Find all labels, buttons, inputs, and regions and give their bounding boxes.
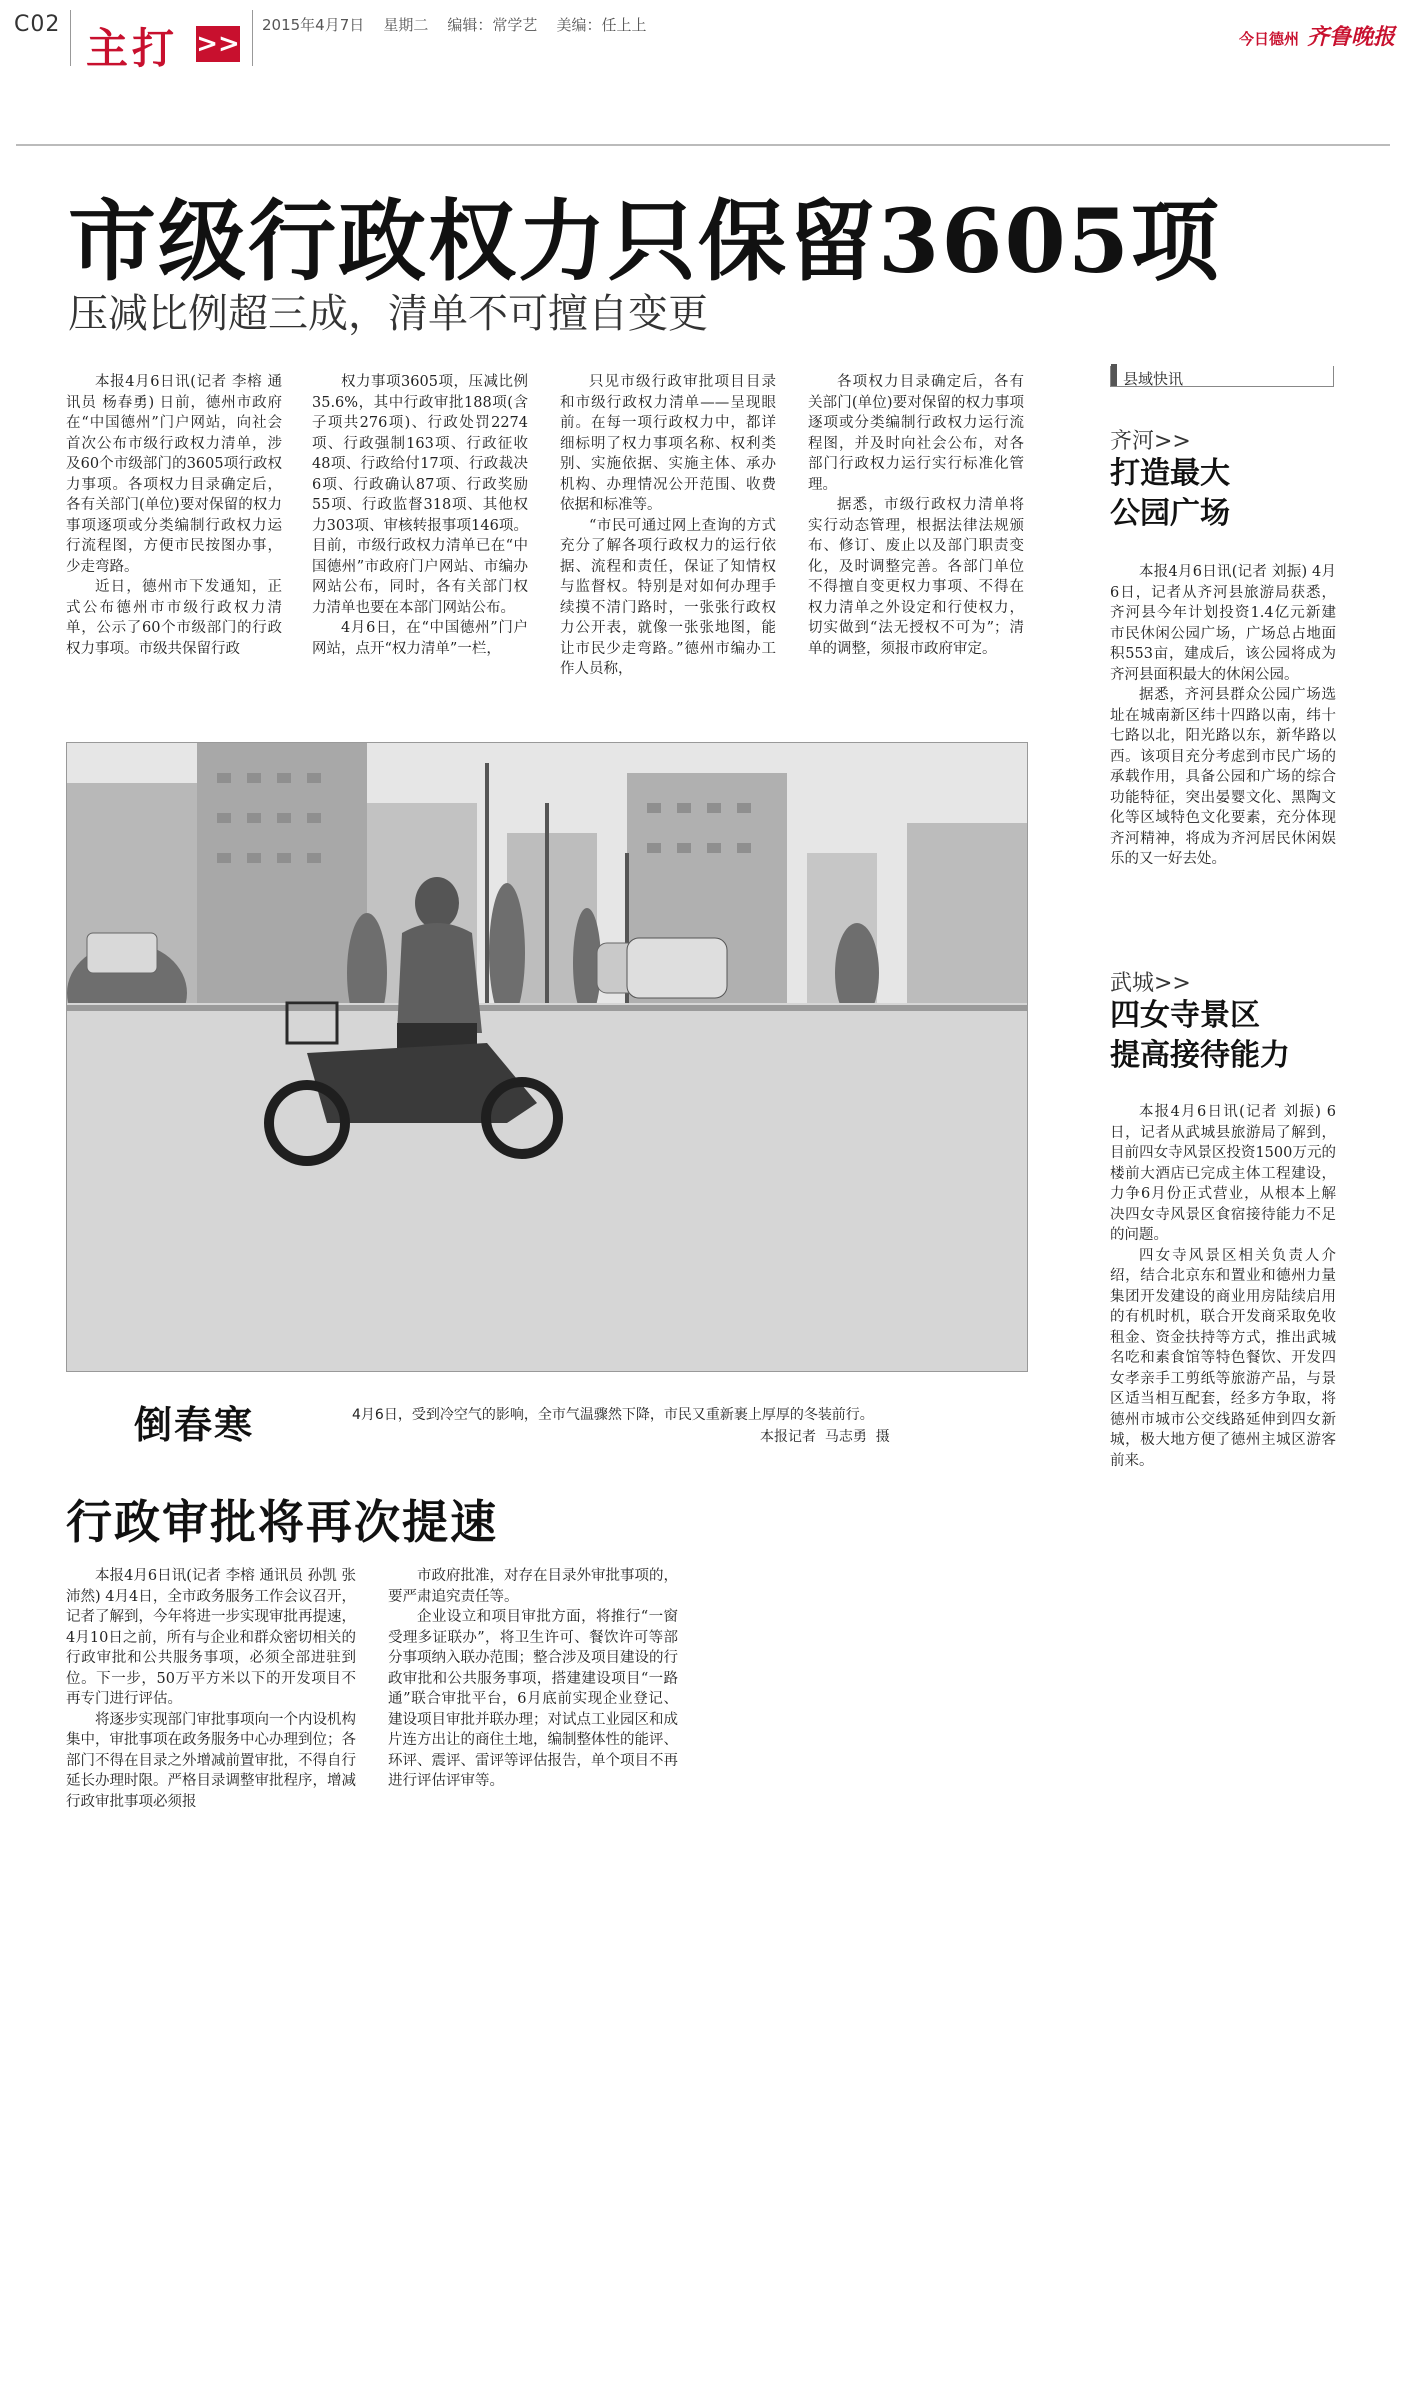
- paragraph: 近日，德州市下发通知，正式公布德州市市级行政权力清单，公示了60个市级部门的行政权力事项。市级共保留行政: [66, 579, 282, 657]
- paragraph: 本报4月6日讯(记者 李榕 通讯员 孙凯 张沛然) 4月4日，全市政务服务工作会议召开，记者了解到，今年将进一步实现审批再提速，4月10日之前，所有与企业和群众密切相关的行政审批和公共服务事项，必须全部进驻到位。下一步，50万平方米以下的开发项目不再专门进行评估。: [66, 1568, 356, 1707]
- header-divider: [252, 10, 253, 66]
- paragraph: 本报4月6日讯(记者 刘振) 6日，记者从武城县旅游局了解到，目前四女寺风景区投资1500万元的楼前大酒店已完成主体工程建设，力争6月份正式营业，从根本上解决四女寺风景区食宿接待能力不足的问题。: [1110, 1104, 1336, 1243]
- second-headline: 行政审批将再次提速: [66, 1495, 498, 1549]
- photo-caption: 4月6日，受到冷空气的影响，全市气温骤然下降，市民又重新裹上厚厚的冬装前行。: [352, 1407, 874, 1423]
- paragraph: 市政府批准，对存在目录外审批事项的，要严肃追究责任等。: [388, 1568, 678, 1605]
- paragraph: 权力事项3605项，压减比例35.6%，其中行政审批188项(含子项共276项)、行政处罚2274项、行政强制163项、行政征收48项、行政给付17项、行政裁决6项、行政确认87项、行政奖励55项、行政监督318项、其他权力303项、审核转报事项146项。目前，市级行政权力清单已在“中国德州”市政府门户网站、市编办网站公布，同时，各有关部门权力清单也要在本部门网站公布。: [312, 374, 528, 616]
- photo-title: 倒春寒: [134, 1403, 255, 1447]
- sidebar-item-body: [1110, 1102, 1336, 1471]
- photo-illustration: [67, 743, 1027, 1371]
- paragraph: 将逐步实现部门审批事项向一个内设机构集中，审批事项在政务服务中心办理到位；各部门不得在目录之外增减前置审批，不得自行延长办理时限。严格目录调整审批程序，增减行政审批事项必须报: [66, 1711, 356, 1810]
- photo-credit: 本报记者 马志勇 摄: [760, 1429, 890, 1445]
- paragraph: 本报4月6日讯(记者 刘振) 4月6日，记者从齐河县旅游局获悉，齐河县今年计划投资1.4亿元新建市民休闲公园广场，广场总占地面积553亩，建成后，该公园将成为齐河县面积最大的休闲公园。: [1110, 564, 1336, 683]
- masthead-tag: 今日德州: [1238, 30, 1299, 48]
- article1-column-2: [312, 372, 528, 659]
- headline-line: 公园广场: [1110, 496, 1230, 531]
- headline-line: 提高接待能力: [1110, 1038, 1290, 1073]
- page-number: C02: [14, 12, 61, 37]
- sidebar-label-bar: [1111, 364, 1117, 386]
- sidebar-item-headline: [1110, 454, 1230, 534]
- header-rule: [16, 144, 1390, 146]
- paragraph: 企业设立和项目审批方面，将推行“一窗受理多证联办”，将卫生许可、餐饮许可等部分事项纳入联办范围；整合涉及项目建设的行政审批和公共服务事项，搭建建设项目“一路通”联合审批平台，6月底前实现企业登记、建设项目审批并联办理；对试点工业园区和成片连方出让的商住土地，编制整体性的能评、环评、震评、雷评等评估报告，单个项目不再进行评估评审等。: [388, 1609, 678, 1789]
- paragraph: “市民可通过网上查询的方式充分了解各项行政权力的运行依据、流程和责任，保证了知情权与监督权。特别是对如何办理手续摸不清门路时，一张张行政权力公开表，就像一张张地图，能让市民少走弯路。”德州市编办工作人员称，: [560, 517, 776, 677]
- news-photo: [66, 742, 1028, 1372]
- sidebar-label-text: 县域快讯: [1123, 370, 1184, 388]
- section-title: 主打: [86, 24, 179, 73]
- paragraph: 四女寺风景区相关负责人介绍，结合北京东和置业和德州力量集团开发建设的商业用房陆续启用的有机时机，联合开发商采取免收租金、资金扶持等方式，推出武城名吃和素食馆等特色餐饮、开发四女孝亲手工剪纸等旅游产品，与景区适当相互配套，经多方争取，将德州市城市公交线路延伸到四女新城，极大地方便了德州主城区游客前来。: [1110, 1247, 1336, 1469]
- section-chevron-icon: >>: [196, 26, 240, 62]
- article1-column-4: [808, 372, 1024, 659]
- sidebar-section-label: [1110, 366, 1334, 387]
- article1-column-1: [66, 372, 282, 659]
- article1-column-3: [560, 372, 776, 680]
- sidebar-item-region: 武城>>: [1110, 971, 1191, 996]
- issue-meta: 2015年4月7日 星期二 编辑：常学艺 美编：任上上: [262, 16, 647, 34]
- main-headline: 市级行政权力只保留3605项: [68, 189, 1221, 293]
- paragraph: 只见市级行政审批项目目录和市级行政权力清单——呈现眼前。在每一项行政权力中，都详细标明了权力事项名称、权利类别、实施依据、实施主体、承办机构、办理情况公开范围、收费依据和标准等。: [560, 374, 776, 513]
- paragraph: 各项权力目录确定后，各有关部门(单位)要对保留的权力事项逐项或分类编制行政权力运行流程图，并及时向社会公布，对各部门行政权力运行实行标准化管理。: [808, 374, 1024, 493]
- paragraph: 4月6日，在“中国德州”门户网站，点开“权力清单”一栏，: [312, 620, 528, 657]
- headline-line: 打造最大: [1110, 456, 1230, 491]
- sidebar-item-region: 齐河>>: [1110, 429, 1191, 454]
- masthead-logo: 齐鲁晚报: [1306, 25, 1395, 50]
- headline-line: 四女寺景区: [1110, 998, 1260, 1033]
- masthead: [1239, 20, 1395, 51]
- paragraph: 据悉，齐河县群众公园广场选址在城南新区纬十四路以南，纬十七路以北，阳光路以东，新华路以西。该项目充分考虑到市民广场的承载作用，具备公园和广场的综合功能特征，突出晏婴文化、黑陶文化等区域特色文化要素，充分体现齐河精神，将成为齐河居民休闲娱乐的又一好去处。: [1110, 687, 1336, 867]
- sidebar-item-headline: [1110, 996, 1290, 1076]
- article2-column-1: [66, 1566, 356, 1812]
- paragraph: 本报4月6日讯(记者 李榕 通讯员 杨春勇) 日前，德州市政府在“中国德州”门户网站，向社会首次公布市级行政权力清单，涉及60个市级部门的3605项行政权力事项。各项权力目录确定后，各有关部门(单位)要对保留的权力事项逐项或分类编制行政权力运行流程图，方便市民按图办事，少走弯路。: [66, 374, 282, 575]
- article2-column-2: [388, 1566, 678, 1792]
- paragraph: 据悉，市级行政权力清单将实行动态管理，根据法律法规颁布、修订、废止以及部门职责变化，及时调整完善。各部门单位不得擅自变更权力事项、不得在权力清单之外设定和行使权力，切实做到“法无授权不可为”；清单的调整，须报市政府审定。: [808, 497, 1024, 657]
- header-divider: [70, 10, 71, 66]
- main-subheadline: 压减比例超三成，清单不可擅自变更: [68, 291, 708, 337]
- sidebar-item-body: [1110, 562, 1336, 870]
